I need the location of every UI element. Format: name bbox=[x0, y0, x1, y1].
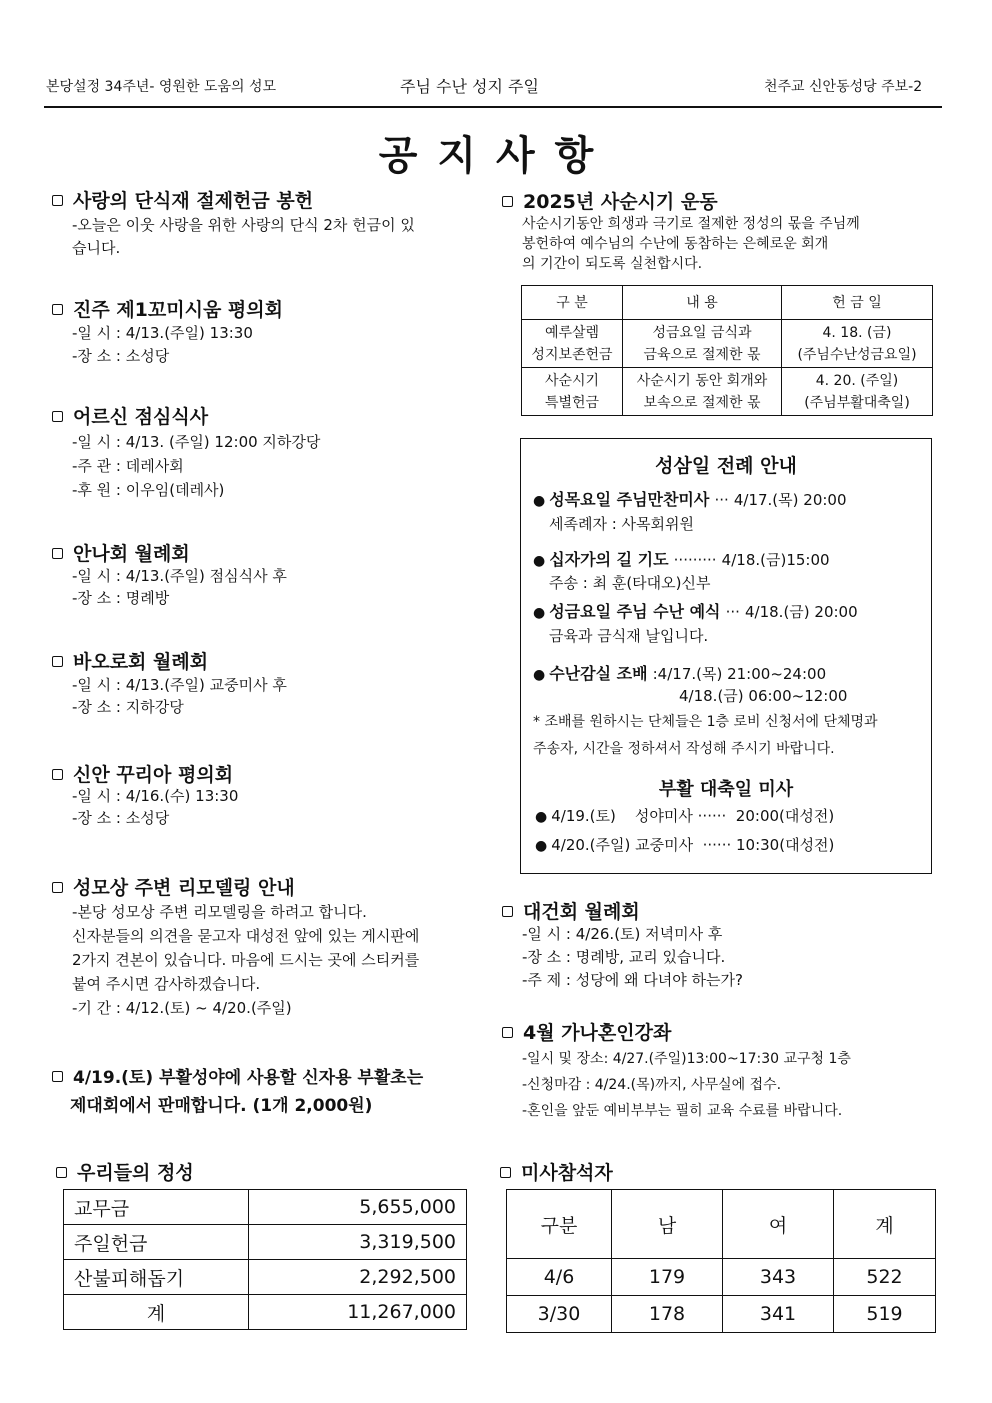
table-row bbox=[522, 368, 933, 416]
triduum-box bbox=[520, 438, 932, 874]
bullet-dot-icon: ● bbox=[535, 809, 548, 825]
easter-mass-item: ● 4/19.(토) 성야미사 ······ 20:00(대성전) bbox=[535, 807, 835, 825]
checkbox-bullet-icon bbox=[52, 769, 63, 780]
checkbox-bullet-icon bbox=[52, 195, 63, 206]
checkbox-bullet-icon bbox=[52, 656, 63, 667]
triduum-title: 성삼일 전례 안내 bbox=[655, 455, 797, 477]
section-paul-body: -일 시 : 4/13.(주일) 교중미사 후 -장 소 : 지하강당 bbox=[72, 676, 287, 716]
table-row bbox=[507, 1296, 936, 1333]
easter-mass-title: 부활 대축일 미사 bbox=[658, 779, 794, 800]
table-cell: 교무금 bbox=[64, 1190, 249, 1225]
section-cana-title: 4월 가나혼인강좌 bbox=[502, 1018, 671, 1045]
section-daegun-body: -일 시 : 4/26.(토) 저녁미사 후 -장 소 : 명례방, 교리 있습니다. -주 제 : 성당에 왜 다녀야 하는가? bbox=[522, 925, 743, 989]
table-header: 내 용 bbox=[623, 286, 782, 320]
table-cell: 3/30 bbox=[507, 1296, 612, 1333]
triduum-event: ● 성목요일 주님만찬미사 ··· 4/17.(목) 20:00 bbox=[533, 490, 847, 509]
section-elderly-lunch-body: -일 시 : 4/13. (주일) 12:00 지하강당 -주 관 : 데레사회 -후 원 : 이우임(데레사) bbox=[72, 433, 321, 499]
bullet-dot-icon: ● bbox=[533, 667, 546, 683]
section-candle-notice: 4/19.(토) 부활성야에 사용할 신자용 부활초는 제대회에서 판매합니다. (1개 2,000원) bbox=[52, 1064, 423, 1120]
triduum-event: ● 십자가의 길 기도 ········· 4/18.(금)15:00 bbox=[533, 550, 830, 569]
table-header: 여 bbox=[723, 1190, 834, 1259]
bullet-dot-icon: ● bbox=[533, 493, 546, 509]
table-cell: 341 bbox=[723, 1296, 834, 1333]
offerings-table bbox=[63, 1189, 467, 1330]
table-header: 계 bbox=[834, 1190, 936, 1259]
bullet-dot-icon: ● bbox=[533, 553, 546, 569]
section-fasting-title: 사랑의 단식재 절제헌금 봉헌 bbox=[52, 186, 313, 213]
header-divider bbox=[44, 106, 942, 108]
table-header: 헌 금 일 bbox=[782, 286, 933, 320]
table-cell: 사순시기 동안 회개와 보속으로 절제한 몫 bbox=[623, 368, 782, 416]
checkbox-bullet-icon bbox=[502, 196, 513, 207]
table-cell: 4. 20. (주일) (주님부활대축일) bbox=[782, 368, 933, 416]
header-left: 본당설정 34주년- 영원한 도움의 성모 bbox=[46, 79, 277, 95]
triduum-event-note: 금육과 금식재 날입니다. bbox=[549, 627, 709, 645]
table-cell: 522 bbox=[834, 1259, 936, 1296]
table-row bbox=[64, 1225, 467, 1260]
table-row bbox=[507, 1190, 936, 1259]
checkbox-bullet-icon bbox=[502, 1027, 513, 1038]
page-title: 공지사항 bbox=[378, 133, 614, 179]
section-comitium-body: -일 시 : 4/13.(주일) 13:30 -장 소 : 소성당 bbox=[72, 324, 253, 365]
section-remodel-title: 성모상 주변 리모델링 안내 bbox=[52, 873, 295, 900]
section-anna-body: -일 시 : 4/13.(주일) 점심식사 후 -장 소 : 명례방 bbox=[72, 567, 287, 607]
table-cell: 성금요일 금식과 금육으로 절제한 몫 bbox=[623, 320, 782, 368]
table-row bbox=[64, 1260, 467, 1295]
easter-mass-item: ● 4/20.(주일) 교중미사 ······ 10:30(대성전) bbox=[535, 836, 835, 854]
section-lent-body: 사순시기동안 희생과 극기로 절제한 정성의 몫을 주님께 봉헌하여 예수님의 수난에 동참하는 은혜로운 회개 의 기간이 되도록 실천합시다. bbox=[522, 216, 860, 272]
lent-offering-table bbox=[521, 285, 933, 416]
table-cell: 4/6 bbox=[507, 1259, 612, 1296]
table-header: 구 분 bbox=[522, 286, 623, 320]
triduum-event: ● 수난감실 조배 :4/17.(목) 21:00~24:00 bbox=[533, 664, 827, 683]
table-cell: 2,292,500 bbox=[249, 1260, 467, 1295]
table-cell: 519 bbox=[834, 1296, 936, 1333]
attendance-title: 미사참석자 bbox=[500, 1158, 613, 1185]
bullet-dot-icon: ● bbox=[533, 605, 546, 621]
checkbox-bullet-icon bbox=[52, 882, 63, 893]
checkbox-bullet-icon bbox=[500, 1167, 511, 1178]
triduum-event: ● 성금요일 주님 수난 예식 ··· 4/18.(금) 20:00 bbox=[533, 602, 858, 621]
header-right: 천주교 신안동성당 주보-2 bbox=[764, 79, 923, 95]
triduum-event-note: 세족례자 : 사목회위원 bbox=[549, 515, 695, 533]
checkbox-bullet-icon bbox=[52, 1071, 63, 1082]
offerings-title: 우리들의 정성 bbox=[56, 1158, 194, 1185]
checkbox-bullet-icon bbox=[56, 1167, 67, 1178]
table-cell: 11,267,000 bbox=[249, 1295, 467, 1330]
section-elderly-lunch-title: 어르신 점심식사 bbox=[52, 402, 208, 429]
checkbox-bullet-icon bbox=[52, 411, 63, 422]
table-header: 남 bbox=[612, 1190, 723, 1259]
table-cell: 5,655,000 bbox=[249, 1190, 467, 1225]
header-center: 주님 수난 성지 주일 bbox=[400, 77, 539, 96]
checkbox-bullet-icon bbox=[52, 304, 63, 315]
attendance-table bbox=[506, 1189, 936, 1333]
section-remodel-body: -본당 성모상 주변 리모델링을 하려고 합니다. 신자분들의 의견을 묻고자 대성전 앞에 있는 게시판에 2가지 견본이 있습니다. 마음에 드시는 곳에 스티커를 붙여 주시면 감사하겠습니다. -기 간 : 4/12.(토) ~ 4/20.(주일) bbox=[72, 903, 420, 1017]
table-cell: 3,319,500 bbox=[249, 1225, 467, 1260]
table-cell: 179 bbox=[612, 1259, 723, 1296]
section-curia-title: 신안 꾸리아 평의회 bbox=[52, 760, 233, 787]
triduum-note: * 조배를 원하시는 단체들은 1층 로비 신청서에 단체명과 주송자, 시간을 정하셔서 작성해 주시기 바랍니다. bbox=[533, 714, 878, 757]
table-row bbox=[64, 1190, 467, 1225]
section-comitium-title: 진주 제1꼬미시움 평의회 bbox=[52, 295, 283, 322]
section-anna-title: 안나회 월례회 bbox=[52, 539, 190, 566]
section-lent-title: 2025년 사순시기 운동 bbox=[502, 187, 718, 214]
table-row bbox=[522, 320, 933, 368]
table-row bbox=[507, 1259, 936, 1296]
table-cell: 343 bbox=[723, 1259, 834, 1296]
checkbox-bullet-icon bbox=[502, 906, 513, 917]
table-header: 구분 bbox=[507, 1190, 612, 1259]
table-row bbox=[64, 1295, 467, 1330]
table-cell: 주일헌금 bbox=[64, 1225, 249, 1260]
section-cana-body: -일시 및 장소: 4/27.(주일)13:00~17:30 교구청 1층 -신청마감 : 4/24.(목)까지, 사무실에 접수. -혼인을 앞둔 예비부부는 필히 교육 수료를 바랍니다. bbox=[522, 1051, 851, 1119]
table-cell: 178 bbox=[612, 1296, 723, 1333]
bullet-dot-icon: ● bbox=[535, 838, 548, 854]
triduum-event-time: 4/18.(금) 06:00~12:00 bbox=[679, 687, 848, 705]
section-paul-title: 바오로회 월례회 bbox=[52, 647, 208, 674]
section-daegun-title: 대건회 월례회 bbox=[502, 897, 640, 924]
table-cell: 사순시기 특별헌금 bbox=[522, 368, 623, 416]
triduum-event-note: 주송 : 최 훈(타대오)신부 bbox=[549, 574, 711, 592]
table-cell: 4. 18. (금) (주님수난성금요일) bbox=[782, 320, 933, 368]
table-cell: 계 bbox=[64, 1295, 249, 1330]
table-cell: 예루살렘 성지보존헌금 bbox=[522, 320, 623, 368]
table-cell: 산불피해돕기 bbox=[64, 1260, 249, 1295]
section-curia-body: -일 시 : 4/16.(수) 13:30 -장 소 : 소성당 bbox=[72, 787, 239, 827]
checkbox-bullet-icon bbox=[52, 548, 63, 559]
section-fasting-body: -오늘은 이웃 사랑을 위한 사랑의 단식 2차 헌금이 있 습니다. bbox=[72, 216, 415, 257]
